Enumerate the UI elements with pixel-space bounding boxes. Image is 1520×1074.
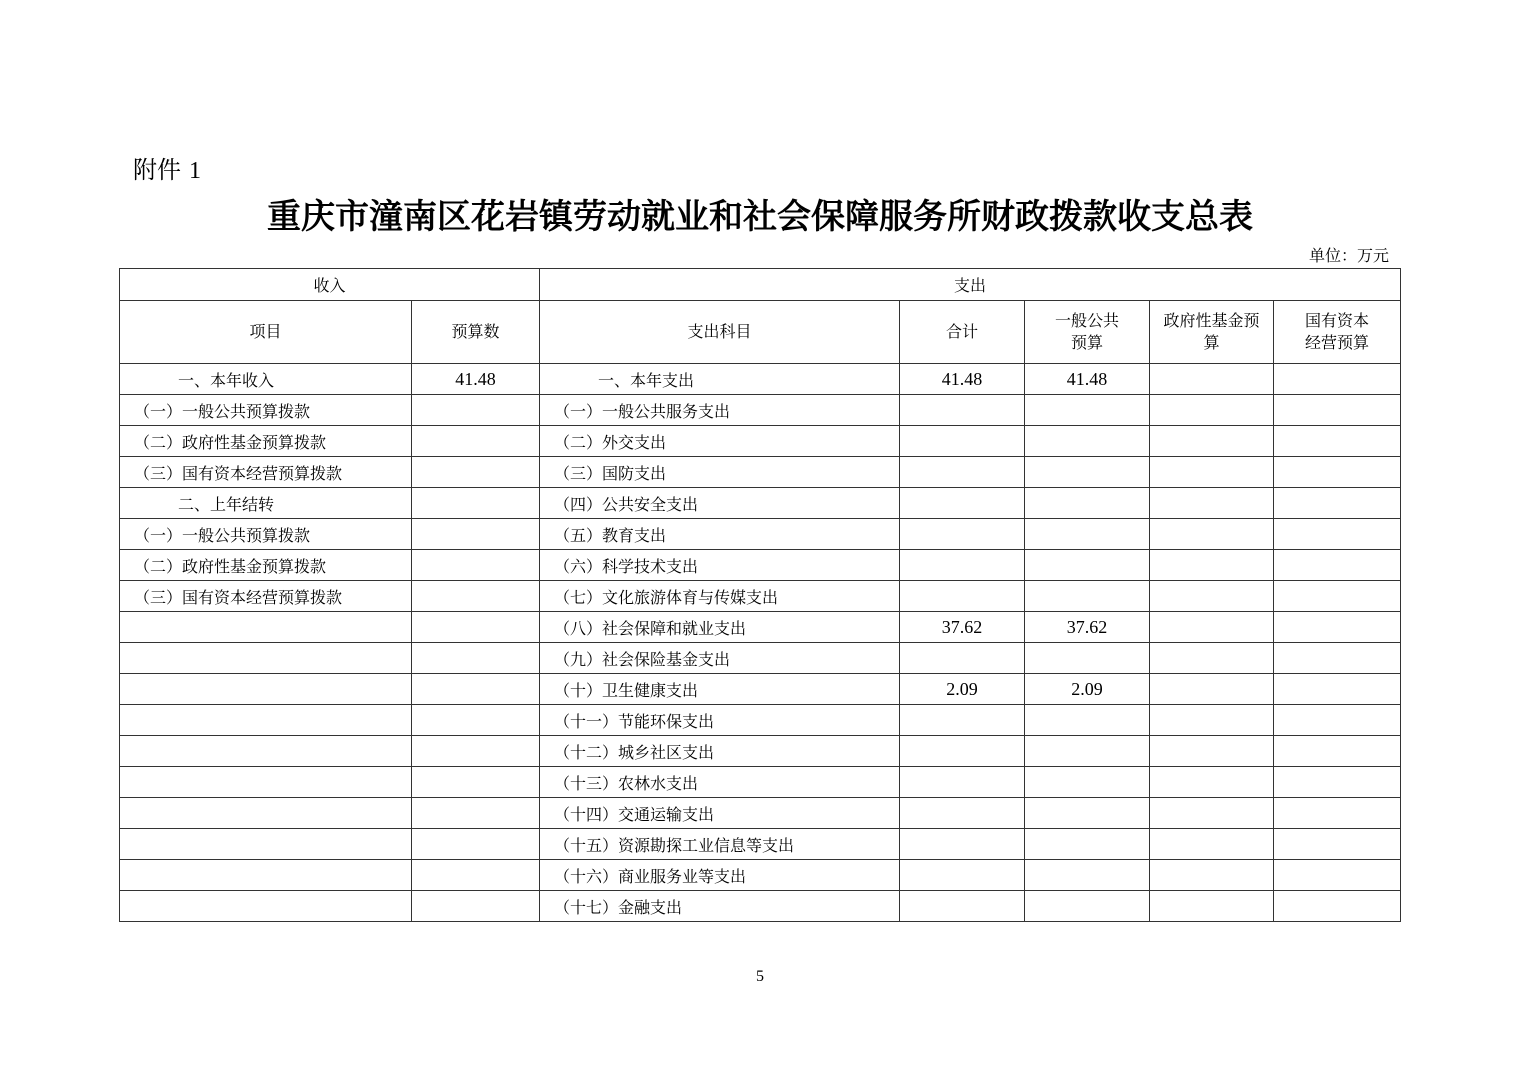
expense-item-cell: （十七）金融支出 [540, 891, 900, 922]
expense-item-cell: （九）社会保险基金支出 [540, 643, 900, 674]
attachment-label [133, 150, 201, 185]
general-budget-cell [1025, 798, 1150, 829]
general-budget-cell [1025, 426, 1150, 457]
fund-budget-cell [1150, 705, 1274, 736]
col-header-fund [1150, 301, 1274, 364]
income-item-cell: （一）一般公共预算拨款 [120, 395, 412, 426]
income-section-header: 收入 [120, 269, 540, 301]
state-capital-cell [1274, 550, 1401, 581]
table-row [120, 488, 1401, 519]
table-row [120, 674, 1401, 705]
fund-budget-cell [1150, 581, 1274, 612]
income-item-cell [120, 891, 412, 922]
total-cell [900, 519, 1025, 550]
col-header-state-capital-text: 国有资本经营预算 [1305, 311, 1370, 352]
fund-budget-cell [1150, 674, 1274, 705]
table-row [120, 581, 1401, 612]
general-budget-cell: 2.09 [1025, 674, 1150, 705]
income-budget-cell [412, 798, 540, 829]
total-cell: 41.48 [900, 364, 1025, 395]
table-row [120, 395, 1401, 426]
state-capital-cell [1274, 643, 1401, 674]
expense-item-cell: （八）社会保障和就业支出 [540, 612, 900, 643]
income-budget-cell [412, 457, 540, 488]
general-budget-cell [1025, 519, 1150, 550]
state-capital-cell [1274, 860, 1401, 891]
income-budget-cell [412, 612, 540, 643]
general-budget-cell [1025, 395, 1150, 426]
expense-section-header: 支出 [540, 269, 1401, 301]
table-row [120, 612, 1401, 643]
income-budget-cell [412, 705, 540, 736]
state-capital-cell [1274, 705, 1401, 736]
state-capital-cell [1274, 674, 1401, 705]
general-budget-cell [1025, 705, 1150, 736]
general-budget-cell [1025, 829, 1150, 860]
expense-item-cell: （十三）农林水支出 [540, 767, 900, 798]
expense-item-cell: （十一）节能环保支出 [540, 705, 900, 736]
income-budget-cell [412, 767, 540, 798]
table-row [120, 457, 1401, 488]
col-header-budget: 预算数 [412, 301, 540, 364]
state-capital-cell [1274, 581, 1401, 612]
col-header-item: 项目 [120, 301, 412, 364]
income-budget-cell [412, 891, 540, 922]
expense-item-cell: （十四）交通运输支出 [540, 798, 900, 829]
income-item-cell [120, 829, 412, 860]
state-capital-cell [1274, 891, 1401, 922]
expense-item-cell: （四）公共安全支出 [540, 488, 900, 519]
col-header-state-capital [1274, 301, 1401, 364]
general-budget-cell [1025, 457, 1150, 488]
general-budget-cell [1025, 488, 1150, 519]
attachment-text: 附件 [133, 156, 181, 184]
expense-item-cell: （二）外交支出 [540, 426, 900, 457]
general-budget-cell [1025, 643, 1150, 674]
fund-budget-cell [1150, 488, 1274, 519]
table-row [120, 364, 1401, 395]
fund-budget-cell [1150, 395, 1274, 426]
unit-label: 单位：万元 [1308, 246, 1389, 265]
total-cell [900, 643, 1025, 674]
fund-budget-cell [1150, 891, 1274, 922]
general-budget-cell: 37.62 [1025, 612, 1150, 643]
income-budget-cell: 41.48 [412, 364, 540, 395]
general-budget-cell [1025, 581, 1150, 612]
income-budget-cell [412, 550, 540, 581]
total-cell [900, 705, 1025, 736]
table-row [120, 798, 1401, 829]
table-row [120, 550, 1401, 581]
fund-budget-cell [1150, 426, 1274, 457]
general-budget-cell [1025, 736, 1150, 767]
general-budget-cell [1025, 860, 1150, 891]
income-budget-cell [412, 395, 540, 426]
fund-budget-cell [1150, 519, 1274, 550]
income-item-cell [120, 860, 412, 891]
total-cell [900, 426, 1025, 457]
page-title: 重庆市潼南区花岩镇劳动就业和社会保障服务所财政拨款收支总表 [267, 197, 1253, 237]
table-row [120, 891, 1401, 922]
total-cell [900, 798, 1025, 829]
state-capital-cell [1274, 488, 1401, 519]
income-budget-cell [412, 581, 540, 612]
total-cell: 37.62 [900, 612, 1025, 643]
income-item-cell: （二）政府性基金预算拨款 [120, 426, 412, 457]
fund-budget-cell [1150, 860, 1274, 891]
income-item-cell: （二）政府性基金预算拨款 [120, 550, 412, 581]
income-budget-cell [412, 519, 540, 550]
page-number: 5 [756, 968, 764, 985]
state-capital-cell [1274, 736, 1401, 767]
total-cell: 2.09 [900, 674, 1025, 705]
table-row [120, 426, 1401, 457]
col-header-expense-item: 支出科目 [540, 301, 900, 364]
column-header-row [120, 301, 1401, 364]
income-item-cell: 一、本年收入 [120, 364, 412, 395]
expense-item-cell: （一）一般公共服务支出 [540, 395, 900, 426]
income-budget-cell [412, 488, 540, 519]
expense-item-cell: （十五）资源勘探工业信息等支出 [540, 829, 900, 860]
income-budget-cell [412, 643, 540, 674]
fund-budget-cell [1150, 364, 1274, 395]
fund-budget-cell [1150, 829, 1274, 860]
state-capital-cell [1274, 426, 1401, 457]
income-item-cell: （一）一般公共预算拨款 [120, 519, 412, 550]
expense-item-cell: （十）卫生健康支出 [540, 674, 900, 705]
expense-item-cell: （五）教育支出 [540, 519, 900, 550]
col-header-general [1025, 301, 1150, 364]
state-capital-cell [1274, 395, 1401, 426]
income-item-cell [120, 736, 412, 767]
total-cell [900, 767, 1025, 798]
state-capital-cell [1274, 612, 1401, 643]
col-header-total: 合计 [900, 301, 1025, 364]
total-cell [900, 736, 1025, 767]
total-cell [900, 891, 1025, 922]
table-row [120, 519, 1401, 550]
expense-item-cell: （三）国防支出 [540, 457, 900, 488]
total-cell [900, 829, 1025, 860]
table-row [120, 860, 1401, 891]
expense-item-cell: （十六）商业服务业等支出 [540, 860, 900, 891]
total-cell [900, 395, 1025, 426]
total-cell [900, 457, 1025, 488]
expense-item-cell: （六）科学技术支出 [540, 550, 900, 581]
income-item-cell [120, 674, 412, 705]
expense-item-cell: 一、本年支出 [540, 364, 900, 395]
income-item-cell [120, 612, 412, 643]
income-item-cell: （三）国有资本经营预算拨款 [120, 457, 412, 488]
fund-budget-cell [1150, 643, 1274, 674]
income-item-cell: 二、上年结转 [120, 488, 412, 519]
general-budget-cell [1025, 891, 1150, 922]
income-budget-cell [412, 829, 540, 860]
total-cell [900, 488, 1025, 519]
total-cell [900, 581, 1025, 612]
income-budget-cell [412, 674, 540, 705]
expense-item-cell: （七）文化旅游体育与传媒支出 [540, 581, 900, 612]
fund-budget-cell [1150, 457, 1274, 488]
income-item-cell [120, 705, 412, 736]
table-row [120, 829, 1401, 860]
state-capital-cell [1274, 798, 1401, 829]
income-budget-cell [412, 860, 540, 891]
income-budget-cell [412, 426, 540, 457]
fund-budget-cell [1150, 550, 1274, 581]
state-capital-cell [1274, 829, 1401, 860]
state-capital-cell [1274, 364, 1401, 395]
table-row [120, 736, 1401, 767]
col-header-general-text: 一般公共预算 [1055, 311, 1120, 352]
state-capital-cell [1274, 519, 1401, 550]
income-item-cell: （三）国有资本经营预算拨款 [120, 581, 412, 612]
attachment-number: 1 [189, 158, 201, 184]
general-budget-cell [1025, 550, 1150, 581]
col-header-fund-text: 政府性基金预算 [1163, 311, 1260, 352]
table-row [120, 643, 1401, 674]
total-cell [900, 550, 1025, 581]
section-header-row [120, 269, 1401, 301]
income-item-cell [120, 643, 412, 674]
income-item-cell [120, 798, 412, 829]
table-row [120, 767, 1401, 798]
fund-budget-cell [1150, 767, 1274, 798]
budget-table [119, 268, 1401, 922]
general-budget-cell: 41.48 [1025, 364, 1150, 395]
expense-item-cell: （十二）城乡社区支出 [540, 736, 900, 767]
state-capital-cell [1274, 767, 1401, 798]
fund-budget-cell [1150, 612, 1274, 643]
general-budget-cell [1025, 767, 1150, 798]
fund-budget-cell [1150, 798, 1274, 829]
state-capital-cell [1274, 457, 1401, 488]
total-cell [900, 860, 1025, 891]
income-item-cell [120, 767, 412, 798]
income-budget-cell [412, 736, 540, 767]
table-row [120, 705, 1401, 736]
fund-budget-cell [1150, 736, 1274, 767]
